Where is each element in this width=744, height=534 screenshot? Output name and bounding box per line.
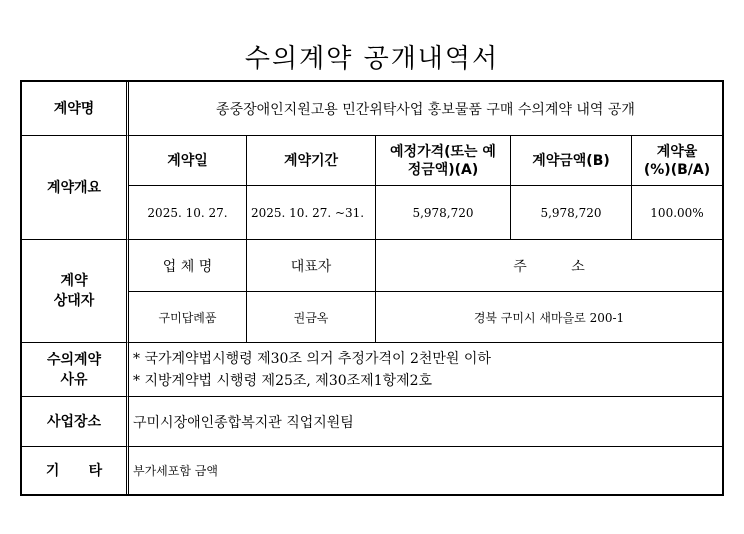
estimated-price-header (376, 136, 511, 186)
contract-rate-header-line1: 계약율 (656, 143, 698, 160)
reason-line-2: * 지방계약법 시행령 제25조, 제30조제1항제2호 (133, 372, 433, 389)
contract-rate-header (632, 136, 722, 186)
contract-table (20, 80, 724, 496)
location-label: 사업장소 (22, 397, 129, 447)
contract-date-header: 계약일 (129, 136, 247, 186)
reason-line-1: * 국가계약법시행령 제30조 의거 추정가격이 2천만원 이하 (133, 350, 491, 367)
contract-amount-header: 계약금액(B) (511, 136, 632, 186)
reason-label-line2: 사유 (60, 371, 88, 388)
contract-name-label: 계약명 (22, 82, 129, 136)
company-name-value: 구미답례품 (129, 292, 247, 343)
company-name-header: 업 체 명 (129, 240, 247, 292)
contract-amount-value: 5,978,720 (511, 186, 632, 240)
reason-label (22, 343, 129, 397)
overview-label: 계약개요 (22, 136, 129, 240)
address-value: 경북 구미시 새마을로 200-1 (376, 292, 722, 343)
contract-period-value: 2025. 10. 27. ~31. (247, 186, 376, 240)
contract-rate-value: 100.00% (632, 186, 722, 240)
document-title: 수의계약 공개내역서 (244, 44, 500, 74)
ceo-header: 대표자 (247, 240, 376, 292)
contract-period-header: 계약기간 (247, 136, 376, 186)
estimated-price-value: 5,978,720 (376, 186, 511, 240)
estimated-price-header-line1: 예정가격(또는 예 (390, 143, 496, 160)
contract-date-value: 2025. 10. 27. (129, 186, 247, 240)
reason-value (129, 343, 722, 397)
etc-label: 기 타 (22, 447, 129, 494)
reason-label-line1: 수의계약 (46, 351, 102, 368)
address-header: 주 소 (376, 240, 722, 292)
counterparty-label (22, 240, 129, 343)
contract-name-value: 종중장애인지원고용 민간위탁사업 홍보물품 구매 수의계약 내역 공개 (129, 82, 722, 136)
etc-value: 부가세포함 금액 (133, 464, 218, 478)
contract-rate-header-line2: (%)(B/A) (643, 161, 711, 178)
ceo-value: 권금옥 (247, 292, 376, 343)
estimated-price-header-line2: 정금액)(A) (407, 161, 479, 178)
counterparty-label-line2: 상대자 (53, 293, 95, 309)
counterparty-label-line1: 계약 (60, 273, 88, 289)
location-value: 구미시장애인종합복지관 직업지원팀 (129, 397, 722, 447)
